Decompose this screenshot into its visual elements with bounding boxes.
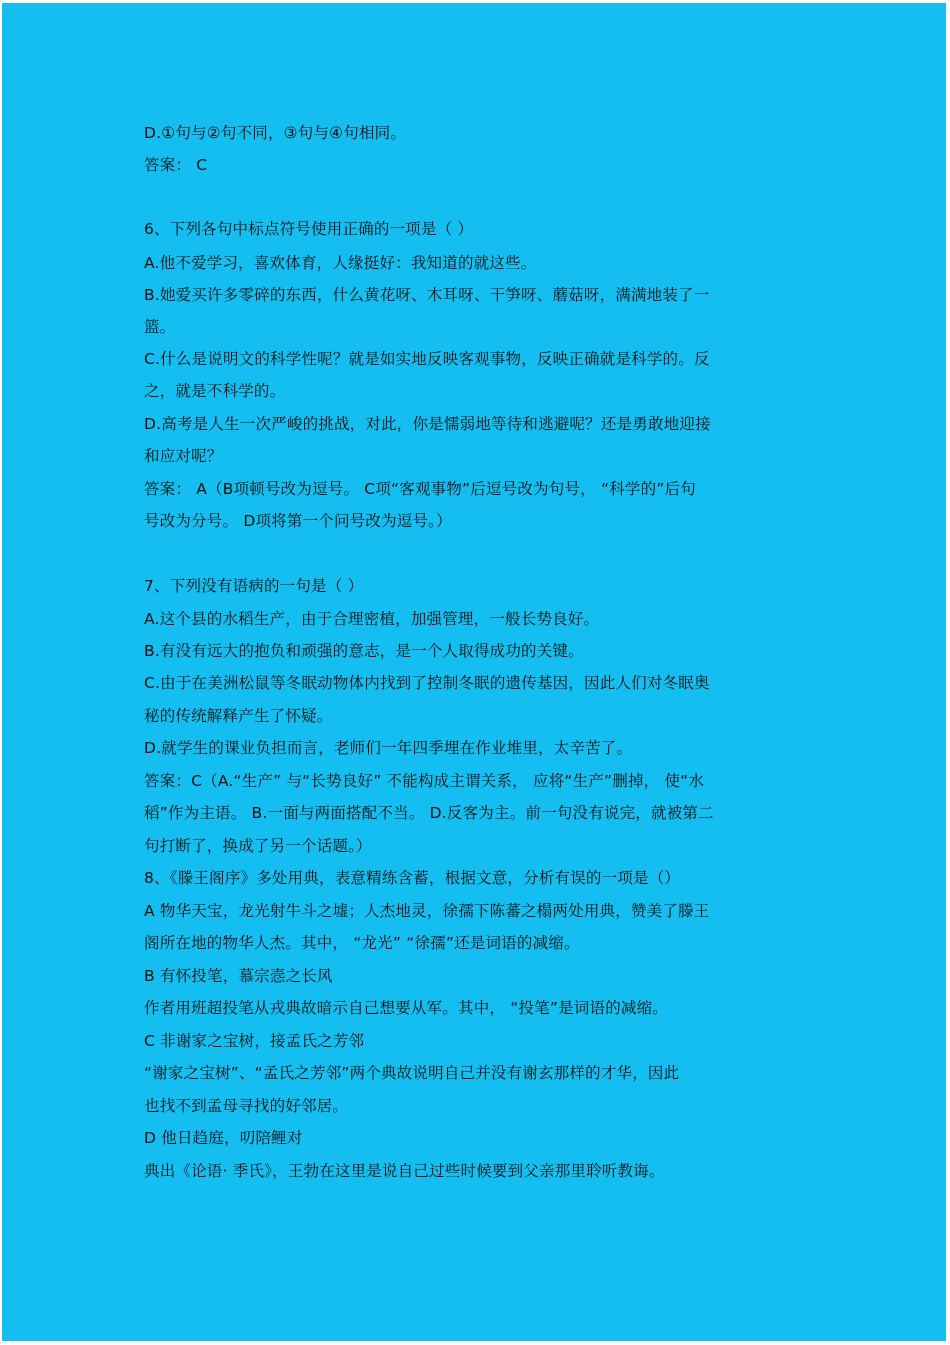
question-7-option-c: C.由于在美洲松鼠等冬眠动物体内找到了控制冬眠的遗传基因，因此人们对冬眠奥 (144, 674, 710, 692)
question-6-option-b-cont: 篮。 (144, 318, 176, 336)
question-8-option-c-explanation-cont: 也找不到孟母寻找的好邻居。 (144, 1097, 349, 1115)
question-8-option-a: A 物华天宝，龙光射牛斗之墟；人杰地灵，徐孺下陈蕃之榻两处用典，赞美了滕王 (144, 902, 710, 920)
question-6-option-c: C.什么是说明文的科学性呢？就是如实地反映客观事物，反映正确就是科学的。反 (144, 350, 710, 368)
question-6-stem: 6、下列各句中标点符号使用正确的一项是（ ） (144, 220, 474, 238)
question-6-option-a: A.他不爱学习，喜欢体育，人缘挺好：我知道的就这些。 (144, 254, 537, 272)
question-7-option-c-cont: 秘的传统解释产生了怀疑。 (144, 707, 333, 725)
question-8-option-d: D 他日趋庭，叨陪鲤对 (144, 1129, 303, 1147)
question-8-option-d-explanation: 典出《论语· 季氏》，王勃在这里是说自己过些时候要到父亲那里聆听教诲。 (144, 1162, 665, 1180)
question-8-option-a-cont: 阁所在地的物华人杰。其中， “龙光” “徐孺”还是词语的减缩。 (144, 934, 580, 952)
question-6-option-c-cont: 之，就是不科学的。 (144, 382, 286, 400)
question-8-option-b: B 有怀投笔，慕宗悫之长风 (144, 967, 333, 985)
question-7-answer-cont: 稻”作为主语。 B.一面与两面搭配不当。 D.反客为主。前一句没有说完，就被第二 (144, 804, 714, 822)
question-7-option-a: A.这个县的水稻生产，由于合理密植，加强管理，一般长势良好。 (144, 610, 600, 628)
question-7-answer: 答案：C（A.“生产” 与“长势良好” 不能构成主谓关系， 应将“生产”删掉， 使“水 (144, 772, 705, 790)
question-6-option-d-cont: 和应对呢？ (144, 447, 223, 465)
document-page (2, 3, 946, 1341)
question-7-stem: 7、下列没有语病的一句是（ ） (144, 577, 364, 595)
question-8-option-b-explanation: 作者用班超投笔从戎典故暗示自己想要从军。其中， “投笔”是词语的减缩。 (144, 999, 668, 1017)
question-7-option-d: D.就学生的课业负担而言，老师们一年四季埋在作业堆里，太辛苦了。 (144, 739, 633, 757)
question-8-option-c: C 非谢家之宝树，接孟氏之芳邻 (144, 1032, 365, 1050)
question-6-answer-cont: 号改为分号。 D项将第一个问号改为逗号。） (144, 512, 452, 530)
question-8-stem: 8、《滕王阁序》多处用典，表意精练含蓄，根据文意，分析有误的一项是（） (144, 869, 681, 887)
question-7-option-b: B.有没有远大的抱负和顽强的意志，是一个人取得成功的关键。 (144, 642, 584, 660)
question-6-option-b: B.她爱买许多零碎的东西，什么黄花呀、木耳呀、干笋呀、蘑菇呀，满满地装了一 (144, 286, 710, 304)
option-d-line: D.①句与②句不同，③句与④句相同。 (144, 124, 407, 142)
question-6-option-d: D.高考是人生一次严峻的挑战，对此，你是懦弱地等待和逃避呢？还是勇敢地迎接 (144, 415, 711, 433)
question-6-answer: 答案： A（B项顿号改为逗号。 C项“客观事物”后逗号改为句号， “科学的”后句 (144, 480, 696, 498)
question-8-option-c-explanation: “谢家之宝树”、“孟氏之芳邻”两个典故说明自己并没有谢玄那样的才华，因此 (144, 1064, 680, 1082)
answer-line: 答案： C (144, 156, 208, 174)
question-7-answer-cont-2: 句打断了，换成了另一个话题。） (144, 837, 372, 855)
